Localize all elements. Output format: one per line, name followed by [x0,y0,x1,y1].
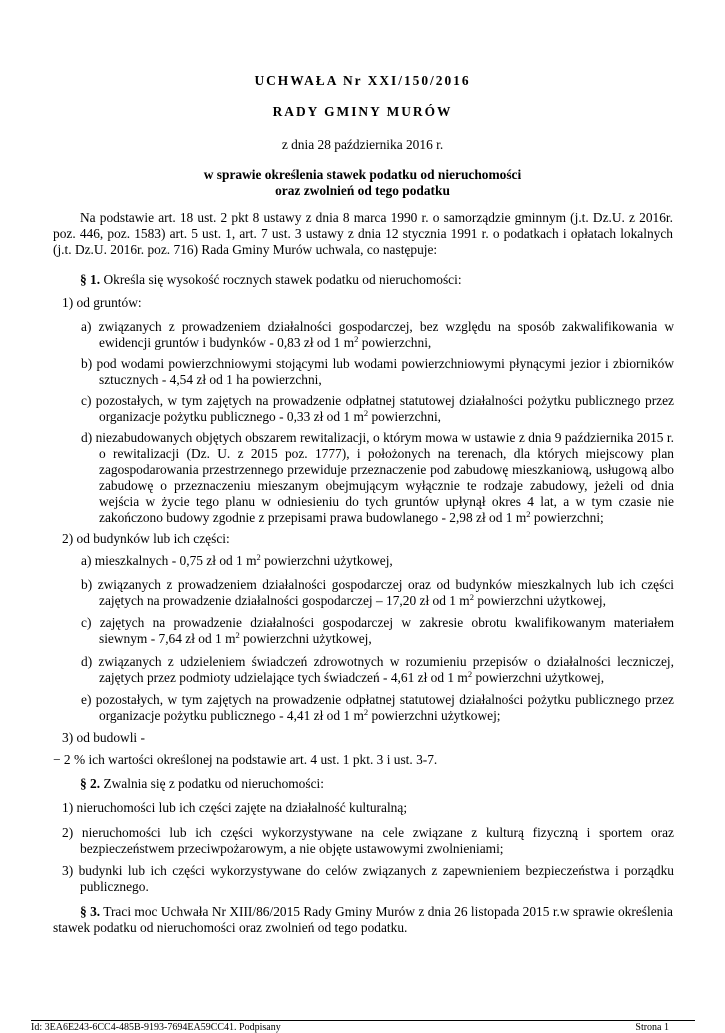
point-3-label: 3) od budowli - [62,730,145,745]
paragraph-3 [53,904,673,936]
paragraph-3-sign: § 3. [80,904,101,919]
subject-line-2: oraz zwolnień od tego podatku [275,183,450,198]
resolution-subject [0,167,725,199]
point-1-item-c: c) pozostałych, w tym zajętych na prowadzenie odpłatnej statutowej działalności pożytku publicznego przez organizacje pożytku publicznego - 0,33 zł od 1 $m^2$ powierzchni, [81,393,674,424]
paragraph-1-text: Określa się wysokość rocznych stawek podatku od nieruchomości: [103,272,462,287]
paragraph-2-intro [53,776,673,792]
point-1-label: 1) od gruntów: [62,295,142,310]
point-2-item-a: a) mieszkalnych - 0,75 zł od 1 $m^2$ powierzchni użytkowej, [81,552,393,568]
page-number: Strona 1 [635,1022,669,1033]
paragraph-2-item-2: 2) nieruchomości lub ich części wykorzystywane na cele związane z kulturą fizyczną i sportem oraz bezpieczeństwem przeciwpożarowym, a nie objęte ustawowymi zwolnieniami; [62,825,674,856]
point-2-item-c: c) zajętych na prowadzenie działalności gospodarczej w zakresie obrotu kwalifikowanym materiałem siewnym - 7,64 zł od 1 $m^2$ powierzchni użytkowej, [81,615,674,646]
preamble: Na podstawie art. 18 ust. 2 pkt 8 ustawy z dnia 8 marca 1990 r. o samorządzie gminnym (j.t. Dz.U. z 2016r. poz. 446, poz. 1583) art. 5 ust. 1, art. 7 ust. 3 ustawy z dnia 12 stycznia 1991 r. o podatkach i opłatach lokalnych (j.t. Dz.U. 2016r. poz. 716) Rada Gminy Murów uchwala, co następuje: [53,210,673,257]
council-name: RADY GMINY MURÓW [272,104,453,119]
paragraph-1-intro [53,272,673,288]
point-2-item-d: d) związanych z udzieleniem świadczeń zdrowotnych w rozumieniu przepisów o działalności leczniczej, zajętych przez podmioty udzielające tych świadczeń - 4,61 zł od 1 $m^2$ powierzchni użytkowej, [81,654,674,685]
point-2-item-b: b) związanych z prowadzeniem działalności gospodarczej oraz od budynków mieszkalnych lub ich części zajętych na prowadzenie działalności gospodarczej – 17,20 zł od 1 $m^2$ powierzchni użytkowej, [81,577,674,608]
paragraph-3-text: Traci moc Uchwała Nr XIII/86/2015 Rady Gminy Murów z dnia 26 listopada 2015 r.w sprawie określenia stawek podatku od nieruchomości oraz zwolnień od tego podatku. [53,904,673,935]
resolution-title: UCHWAŁA Nr XXI/150/2016 [254,73,471,88]
paragraph-2-item-1: 1) nieruchomości lub ich części zajęte na działalność kulturalną; [62,800,408,815]
paragraph-1-sign: § 1. [80,272,101,287]
paragraph-2-sign: § 2. [80,776,101,791]
footer-divider [31,1020,695,1021]
point-3-text: − 2 % ich wartości określonej na podstawie art. 4 ust. 1 pkt. 3 i ust. 3-7. [53,752,438,767]
point-1-item-b: b) pod wodami powierzchniowymi stojącymi lub wodami powierzchniowymi płynącymi jezior i zbiorników sztucznych - 4,54 zł od 1 ha powierzchni, [81,356,674,387]
point-1-item-a: a) związanych z prowadzeniem działalności gospodarczej, bez względu na sposób zakwalifikowania w ewidencji gruntów i budynków - 0,83 zł od 1 $m^2$ powierzchni, [81,319,674,350]
point-2-label: 2) od budynków lub ich części: [62,531,230,546]
paragraph-2-text: Zwalnia się z podatku od nieruchomości: [103,776,324,791]
paragraph-2-item-3: 3) budynki lub ich części wykorzystywane do celów związanych z zapewnieniem bezpieczeństwa i porządku publicznego. [62,863,674,894]
resolution-date: z dnia 28 października 2016 r. [281,137,444,152]
point-1-item-d: d) niezabudowanych objętych obszarem rewitalizacji, o którym mowa w ustawie z dnia 9 października 2015 r. o rewitalizacji (Dz. U. z 2015 poz. 1777), i położonych na terenach, dla których miejscowy plan zagospodarowania przestrzennego przewiduje przeznaczenie pod zabudowę mieszkaniową, usługową albo zabudowę o przeznaczeniu mieszanym obejmującym wyłącznie te rodzaje zabudowy, jeżeli od dnia wejścia w życie tego planu w odniesieniu do tych gruntów upłynął okres 4 lat, a w tym czasie nie zakończono budowy zgodnie z przepisami prawa budowlanego - 2,98 zł od 1 $m^2$ powierzchni; [81,430,674,525]
document-id: Id: 3EA6E243-6CC4-485B-9193-7694EA59CC41. Podpisany [31,1022,281,1033]
point-2-item-e: e) pozostałych, w tym zajętych na prowadzenie odpłatnej statutowej działalności pożytku publicznego przez organizacje pożytku publicznego - 4,41 zł od 1 $m^2$ powierzchni użytkowej; [81,692,674,723]
subject-line-1: w sprawie określenia stawek podatku od nieruchomości [203,167,522,182]
